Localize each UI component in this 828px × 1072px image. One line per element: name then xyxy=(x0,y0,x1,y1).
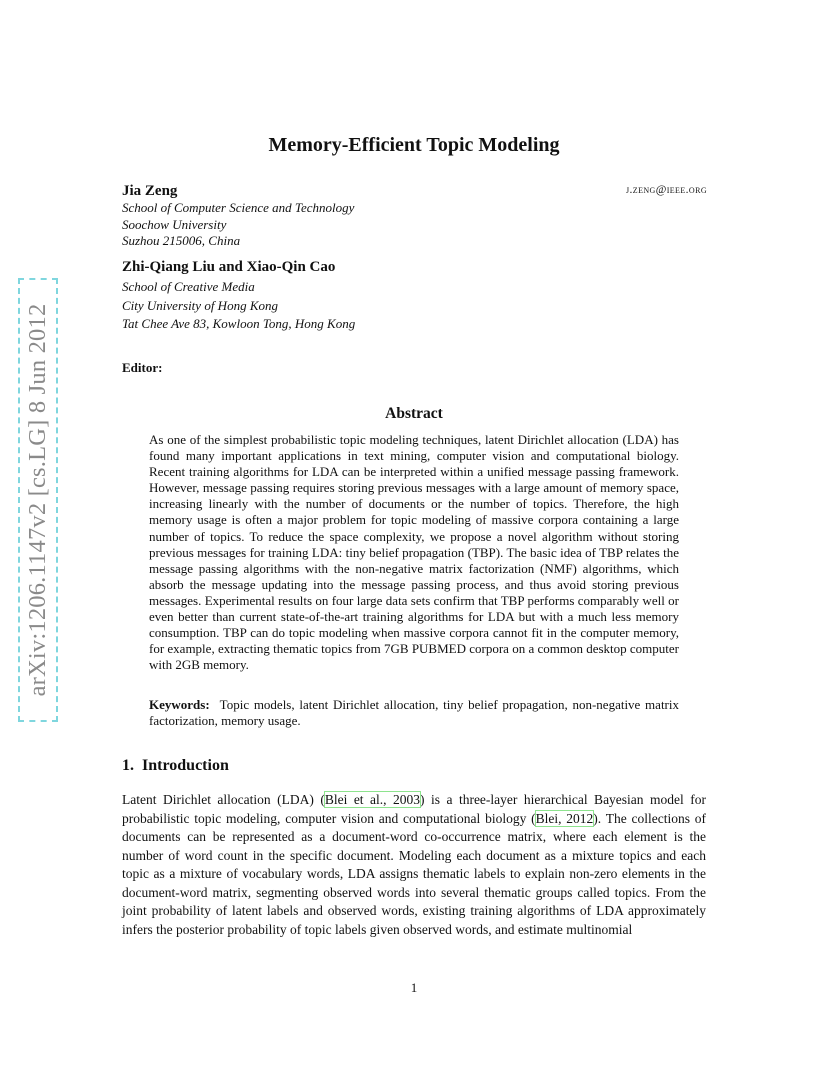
affiliation-line: Suzhou 215006, China xyxy=(122,233,241,248)
section-number: 1. xyxy=(122,757,134,774)
arxiv-id: arXiv:1206.1147v2 [cs.LG] 8 Jun 2012 xyxy=(24,303,51,697)
author-block-2 xyxy=(122,258,355,334)
intro-text: ). The collections of documents can be represented as a document-word co-occurrence matrix, where each element is the number of word count in the specific document. Modeling each document as a mixture topics and each topic as a mixture of vocabulary words, LDA assigns thematic labels to explain non-zero elements in the document-word matrix, segmenting observed words into several thematic groups called topics. From the joint probability of latent labels and observed words, existing training algorithms of LDA approximately infers the posterior probability of topic labels given observed words, and estimate multinomial xyxy=(122,810,707,937)
section-heading xyxy=(122,757,229,775)
intro-paragraph xyxy=(122,791,706,939)
affiliation-line: Soochow University xyxy=(122,216,227,232)
keywords-label: Keywords: xyxy=(149,697,210,712)
intro-text: ) is a three-layer hierarchical Bayesian model for probabilistic topic modeling, computer vision and computational biology ( xyxy=(122,792,706,826)
affiliation-line: Tat Chee Ave 83, Kowloon Tong, Hong Kong xyxy=(122,316,356,331)
affiliation-line: School of Creative Media xyxy=(122,279,255,294)
intro-text: Latent Dirichlet allocation (LDA) ( xyxy=(122,792,325,807)
author-name: Jia Zeng xyxy=(122,183,178,199)
author-email[interactable]: j.zeng@ieee.org xyxy=(626,184,707,196)
editor-label: Editor: xyxy=(122,360,163,375)
paper-title: Memory-Efficient Topic Modeling xyxy=(268,134,560,156)
affiliation-line: City University of Hong Kong xyxy=(122,297,278,313)
author-block-1 xyxy=(122,182,354,250)
citation-link[interactable]: Blei et al., 2003 xyxy=(324,792,421,807)
abstract-text: As one of the simplest probabilistic topic modeling techniques, latent Dirichlet allocation (LDA) has found many important applications in text mining, computer vision and computational biology. Recent training algorithms for LDA can be interpreted within a unified message passing framework. However, message passing requires storing previous messages with a large amount of memory space, increasing linearly with the number of documents or the number of topics. Therefore, the high memory usage is often a major problem for topic modeling of massive corpora containing a large number of topics. To reduce the space complexity, we propose a novel algorithm without storing previous messages for training LDA: tiny belief propagation (TBP). The basic idea of TBP relates the message passing algorithms with the non-negative matrix factorization (NMF) algorithms, which absorb the message updating into the message passing process, and thus avoid storing previous messages. Experimental results on four large data sets confirm that TBP performs comparably well or even better than current state-of-the-art training algorithms for LDA but with a much less memory consumption. TBP can do topic modeling when massive corpora cannot fit in the computer memory, for example, extracting thematic topics from 7GB PUBMED corpora on a common desktop computer with 2GB memory. xyxy=(149,432,679,673)
citation-link[interactable]: Blei, 2012 xyxy=(535,810,594,826)
affiliation-line: School of Computer Science and Technology xyxy=(122,200,355,215)
keywords-text: Topic models, latent Dirichlet allocation, tiny belief propagation, non-negative matrix factorization, memory usage. xyxy=(149,697,679,729)
section-title: Introduction xyxy=(142,757,229,774)
author-name: Zhi-Qiang Liu and Xiao-Qin Cao xyxy=(122,259,336,275)
abstract-heading: Abstract xyxy=(385,405,443,422)
keywords xyxy=(149,697,679,729)
arxiv-stamp xyxy=(18,278,58,722)
page-number: 1 xyxy=(410,980,418,995)
